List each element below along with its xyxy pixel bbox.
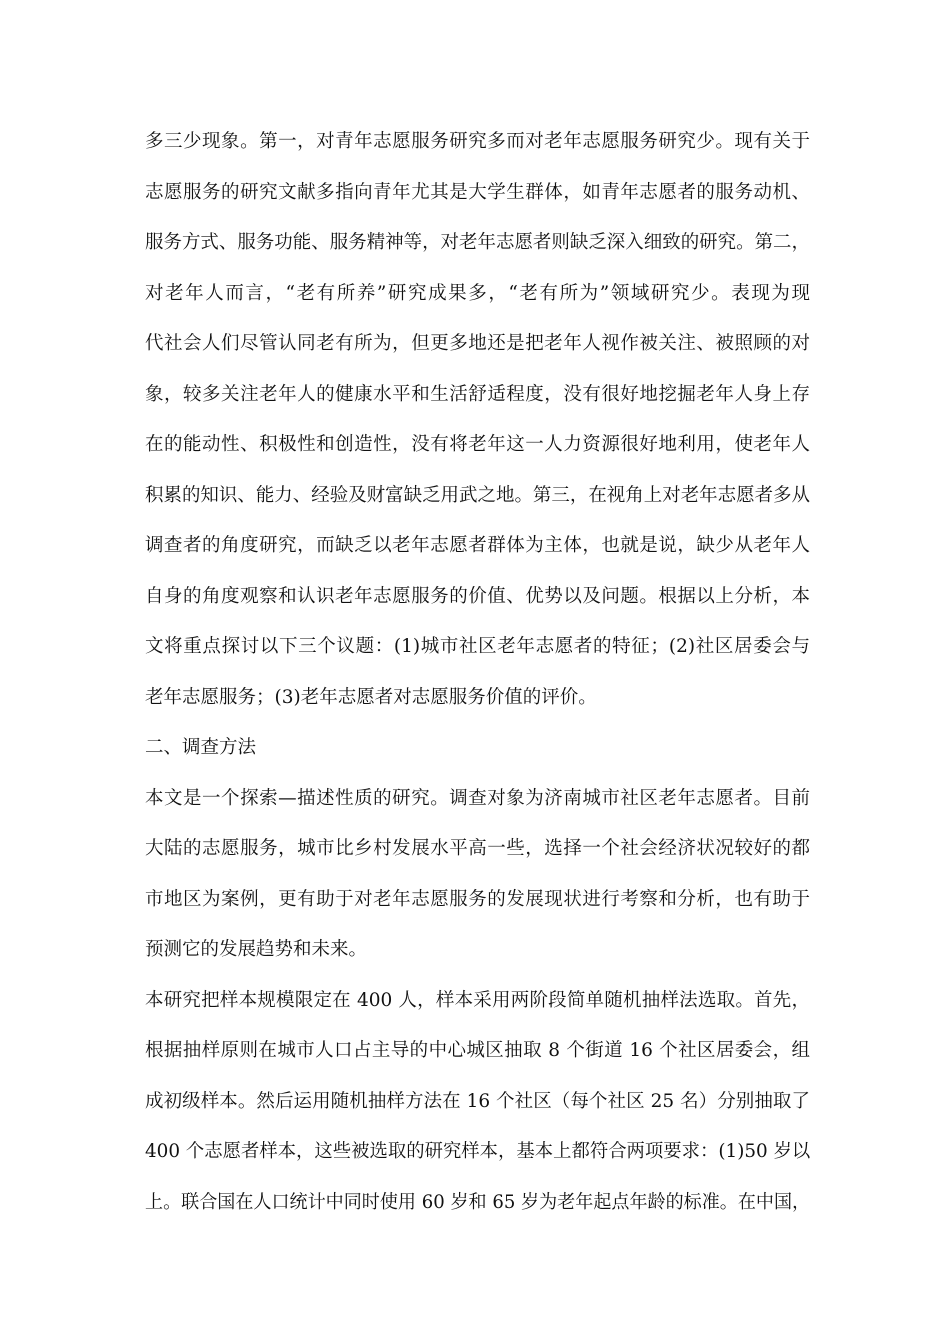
text-line: 调查者的角度研究，而缺乏以老年志愿者群体为主体，也就是说，缺少从老年人 bbox=[145, 535, 810, 556]
text-line: 在的能动性、积极性和创造性，没有将老年这一人力资源很好地利用，使老年人 bbox=[145, 434, 810, 455]
text-line: 志愿服务的研究文献多指向青年尤其是大学生群体，如青年志愿者的服务动机、 bbox=[145, 181, 810, 203]
text-line: 大陆的志愿服务，城市比乡村发展水平高一些，选择一个社会经济状况较好的都 bbox=[145, 838, 810, 859]
text-line: 积累的知识、能力、经验及财富缺乏用武之地。第三，在视角上对老年志愿者多从 bbox=[145, 484, 811, 506]
text-line: 本文是一个探索—描述性质的研究。调查对象为济南城市社区老年志愿者。目前 bbox=[145, 787, 810, 809]
section-heading bbox=[145, 723, 810, 774]
text-line: 400 个志愿者样本，这些被选取的研究样本，基本上都符合两项要求：(1)50 岁以 bbox=[145, 1141, 811, 1162]
text-line: 代社会人们尽管认同老有所为，但更多地还是把老年人视作被关注、被照顾的对 bbox=[145, 333, 810, 354]
text-line: 自身的角度观察和认识老年志愿服务的价值、优势以及问题。根据以上分析，本 bbox=[145, 585, 810, 607]
text-line: 老年志愿服务；(3)老年志愿者对志愿服务价值的评价。 bbox=[145, 686, 597, 708]
text-line: 对老年人而言，“老有所养”研究成果多，“老有所为”领域研究少。表现为现 bbox=[145, 282, 810, 304]
paragraph-method bbox=[145, 774, 810, 976]
document-body bbox=[145, 117, 810, 1228]
text-line: 上。联合国在人口统计中同时使用 60 岁和 65 岁为老年起点年龄的标准。在中国， bbox=[145, 1191, 811, 1213]
text-line: 市地区为案例，更有助于对老年志愿服务的发展现状进行考察和分析，也有助于 bbox=[145, 888, 810, 910]
text-line: 服务方式、服务功能、服务精神等，对老年志愿者则缺乏深入细致的研究。第二， bbox=[145, 232, 811, 253]
text-line: 文将重点探讨以下三个议题：(1)城市社区老年志愿者的特征；(2)社区居委会与 bbox=[145, 636, 810, 657]
text-line: 多三少现象。第一，对青年志愿服务研究多而对老年志愿服务研究少。现有关于 bbox=[145, 131, 810, 152]
section-heading-text: 二、调查方法 bbox=[145, 737, 257, 758]
text-line: 成初级样本。然后运用随机抽样方法在 16 个社区（每个社区 25 名）分别抽取了 bbox=[145, 1090, 810, 1112]
text-line: 本研究把样本规模限定在 400 人，样本采用两阶段简单随机抽样法选取。首先， bbox=[145, 989, 810, 1011]
paragraph-sampling bbox=[145, 976, 810, 1229]
text-line: 预测它的发展趋势和未来。 bbox=[145, 939, 368, 960]
text-line: 根据抽样原则在城市人口占主导的中心城区抽取 8 个街道 16 个社区居委会，组 bbox=[145, 1040, 810, 1061]
paragraph-problems bbox=[145, 117, 810, 723]
text-line: 象，较多关注老年人的健康水平和生活舒适程度，没有很好地挖掘老年人身上存 bbox=[145, 383, 810, 405]
